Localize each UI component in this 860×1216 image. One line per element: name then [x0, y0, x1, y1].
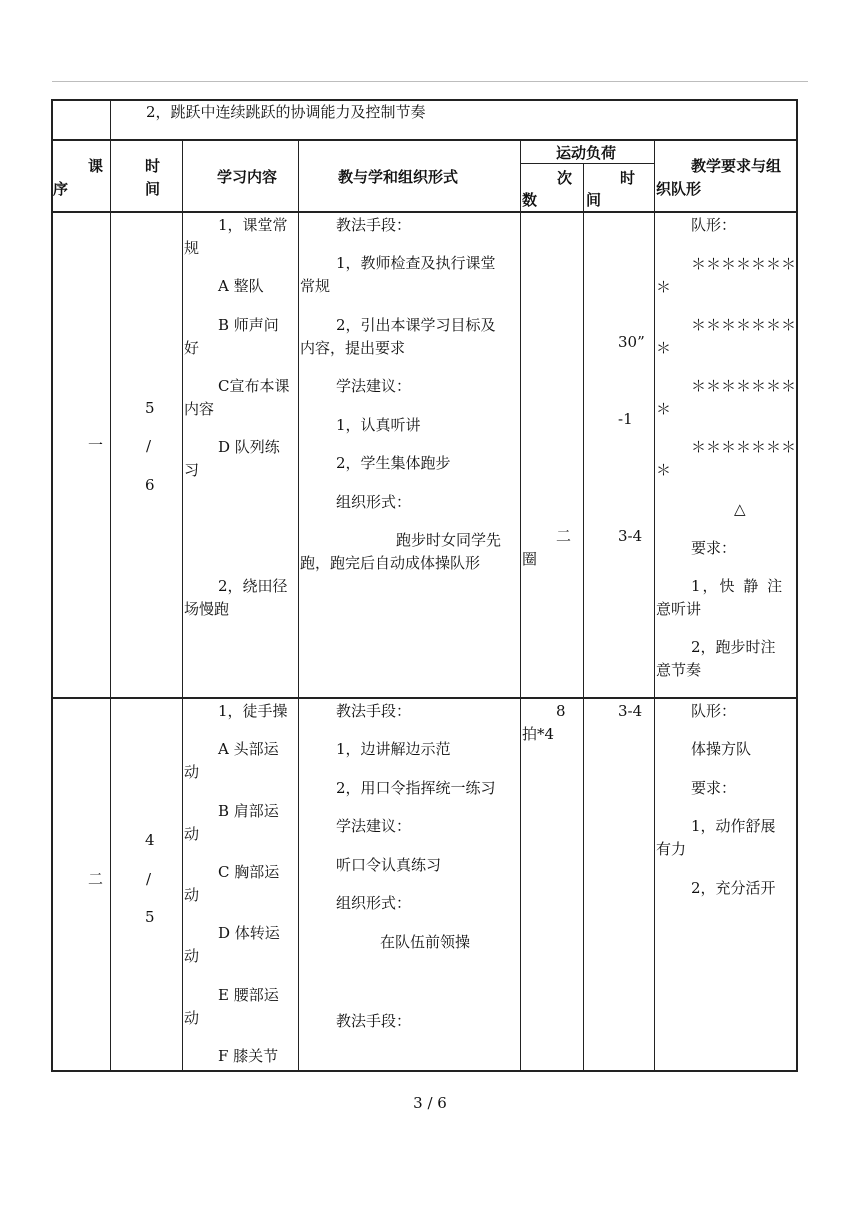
header-requirements-b: 织队形 — [656, 180, 702, 198]
section2-req-line: 体操方队 — [691, 740, 752, 758]
section1-time: 5 — [145, 399, 155, 417]
header-requirements-a: 教学要求与组 — [691, 157, 782, 175]
section1-content-line: A 整队 — [218, 277, 264, 295]
section2-method-line: 教法手段： — [336, 702, 412, 720]
section1-duration: -1 — [618, 410, 633, 428]
section1-req-line: ＊＊＊＊＊＊＊ — [691, 316, 797, 334]
section1-method-line: 常规 — [300, 277, 331, 295]
section1-req-line: 队形： — [691, 216, 737, 234]
section1-req-line: 1，快 静 注 — [691, 577, 785, 595]
section2-method-line: 1，边讲解边示范 — [336, 740, 451, 758]
section1-req-line: ＊ — [656, 339, 672, 357]
header-duration-a: 时 — [620, 169, 636, 187]
table-line — [51, 211, 798, 213]
section2-method-line: 听口令认真练习 — [336, 856, 442, 874]
section1-time: / — [146, 437, 152, 455]
section1-req-line: ＊ — [656, 400, 672, 418]
section1-count: 圈 — [522, 550, 538, 568]
section2-content-line: 动 — [184, 886, 200, 904]
section1-method-line: 学法建议： — [336, 377, 412, 395]
section2-content-line: D 体转运 — [218, 924, 280, 942]
section1-req-line: ＊＊＊＊＊＊＊ — [691, 377, 797, 395]
header-content: 学习内容 — [217, 168, 278, 186]
section2-content-line: F 膝关节 — [218, 1047, 279, 1065]
header-seq-b: 序 — [53, 180, 69, 198]
table-line — [51, 697, 798, 699]
section1-req-line: ＊ — [656, 278, 672, 296]
section1-req-line: 意节奏 — [656, 661, 702, 679]
section1-content-line: 场慢跑 — [184, 600, 230, 618]
section2-time: 5 — [145, 908, 155, 926]
section2-content-line: 动 — [184, 825, 200, 843]
section2-content-line: 动 — [184, 947, 200, 965]
section1-method-line: 2，引出本课学习目标及 — [336, 316, 496, 334]
section1-method-line: 组织形式： — [336, 493, 412, 511]
section1-req-line: ＊＊＊＊＊＊＊ — [691, 255, 797, 273]
section2-req-line: 要求： — [691, 779, 737, 797]
section2-method-line: 2，用口令指挥统一练习 — [336, 779, 496, 797]
section2-time: 4 — [145, 831, 155, 849]
page-number: 3 / 6 — [413, 1094, 447, 1112]
section1-content-line: 内容 — [184, 400, 215, 418]
header-duration-b: 间 — [586, 191, 602, 209]
section1-content-line: 规 — [184, 239, 200, 257]
section2-content-line: C 胸部运 — [218, 863, 280, 881]
section1-content-line: B 师声问 — [218, 316, 279, 334]
section1-method-line: 1，认真听讲 — [336, 416, 421, 434]
section2-content-line: E 腰部运 — [218, 986, 279, 1004]
section1-method-line: 跑步时女同学先 — [396, 531, 502, 549]
table-line — [654, 139, 655, 1072]
table-border-left — [51, 99, 53, 1072]
section1-content-line: D 队列练 — [218, 438, 280, 456]
section1-time: 6 — [145, 476, 155, 494]
section2-content-line: 动 — [184, 1009, 200, 1027]
section1-req-line: 要求： — [691, 539, 737, 557]
section1-req-line: ＊ — [656, 461, 672, 479]
section2-count: 拍*4 — [522, 725, 555, 743]
section2-req-line: 2，充分活开 — [691, 879, 776, 897]
section2-req-line: 队形： — [691, 702, 737, 720]
section1-content-line: 1，课堂常 — [218, 216, 288, 234]
section2-content-line: A 头部运 — [218, 740, 279, 758]
section1-content-line: 习 — [184, 461, 200, 479]
section2-req-line: 有力 — [656, 840, 687, 858]
header-count-b: 数 — [522, 191, 538, 209]
table-line — [51, 139, 798, 141]
header-method: 教与学和组织形式 — [338, 168, 459, 186]
section1-method-line: 教法手段： — [336, 216, 412, 234]
section1-duration: 30” — [618, 333, 645, 351]
table-border-bottom — [51, 1070, 798, 1072]
section2-content-line: 动 — [184, 763, 200, 781]
table-border-right — [796, 99, 798, 1072]
section2-seq: 二 — [88, 870, 104, 888]
section2-time: / — [146, 870, 152, 888]
header-count-a: 次 — [557, 169, 573, 187]
section1-req-line: ＊＊＊＊＊＊＊ — [691, 438, 797, 456]
section2-method-line: 组织形式： — [336, 894, 412, 912]
section1-count: 二 — [556, 527, 572, 545]
section2-method-line: 学法建议： — [336, 817, 412, 835]
section2-duration: 3-4 — [618, 702, 643, 720]
section1-method-line: 2，学生集体跑步 — [336, 454, 451, 472]
section1-req-line: 意听讲 — [656, 600, 702, 618]
section1-method-line: 内容，提出要求 — [300, 339, 406, 357]
section2-req-line: 1，动作舒展 — [691, 817, 776, 835]
section2-method-line: 在队伍前领操 — [380, 933, 471, 951]
table-line — [583, 163, 584, 1072]
section1-seq: 一 — [88, 436, 104, 454]
section1-req-line: 2，跑步时注 — [691, 638, 776, 656]
header-time-a: 时 — [145, 157, 161, 175]
section2-content-line: 1，徒手操 — [218, 702, 288, 720]
table-line — [110, 99, 111, 1072]
header-time-b: 间 — [145, 180, 161, 198]
section1-content-line: 2，绕田径 — [218, 577, 288, 595]
objective-text: 2，跳跃中连续跳跃的协调能力及控制节奏 — [146, 103, 426, 121]
header-load: 运动负荷 — [556, 144, 617, 162]
section2-count: 8 — [556, 702, 566, 720]
section1-duration: 3-4 — [618, 527, 643, 545]
section1-method-line: 跑，跑完后自动成体操队形 — [300, 554, 481, 572]
table-line — [520, 139, 521, 1072]
section2-method-line: 教法手段： — [336, 1012, 412, 1030]
section1-req-line: △ — [734, 500, 746, 518]
table-line — [182, 139, 183, 1072]
table-line — [298, 139, 299, 1072]
section1-content-line: 好 — [184, 339, 200, 357]
header-seq-a: 课 — [88, 157, 104, 175]
section1-method-line: 1，教师检查及执行课堂 — [336, 254, 496, 272]
section2-content-line: B 肩部运 — [218, 802, 279, 820]
section1-content-line: C宣布本课 — [218, 377, 290, 395]
